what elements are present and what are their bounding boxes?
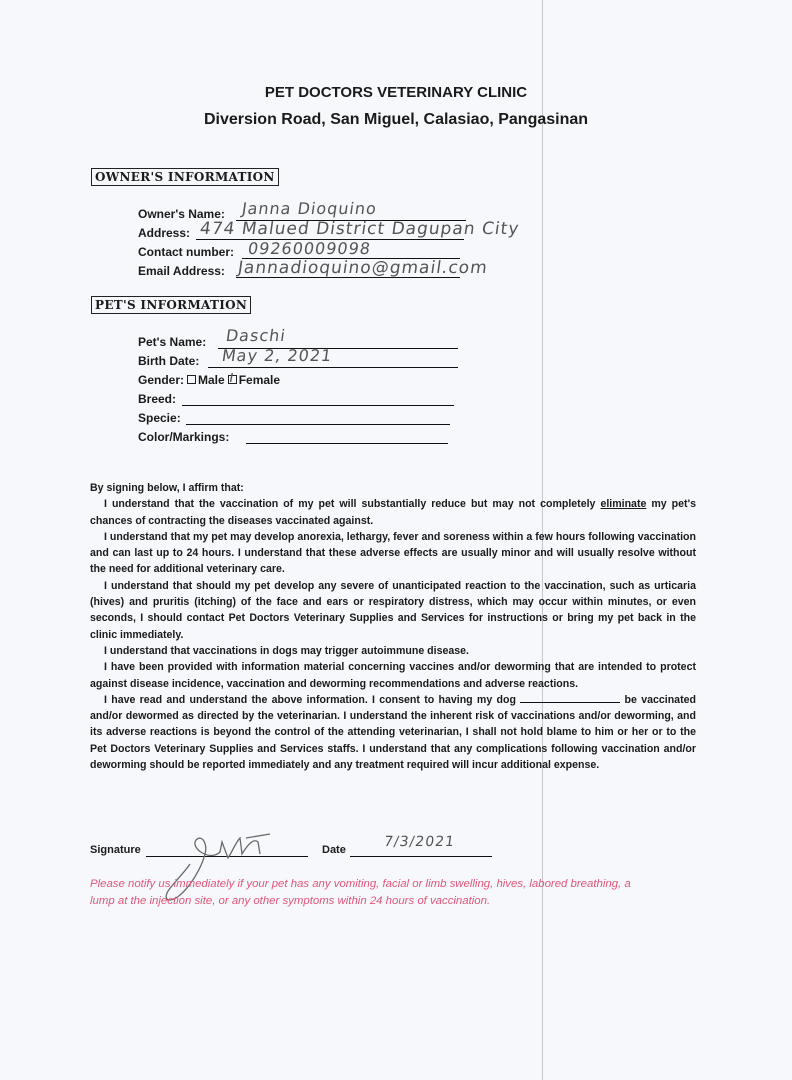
owner-name-label: Owner's Name:: [138, 207, 225, 221]
post-vaccination-notice: Please notify us immediately if your pet has any vomiting, facial or limb swelling, hives, labored breathing, a lump at the injection site, or any other symptoms within 24 hours of vaccination.: [90, 878, 631, 907]
contact-number-label: Contact number:: [138, 245, 234, 259]
date-value: 7/3/2021: [382, 834, 457, 850]
email-value: Jannadioquino@gmail.com: [236, 258, 490, 278]
consent-paragraph-2: I understand that my pet may develop anorexia, lethargy, fever and soreness within a few hours following vaccination and can last up to 24 hours. I understand that these adverse effects are usually minor and will usually resolve without the need for additional veterinary care.: [90, 530, 696, 576]
gender-row: [138, 373, 280, 387]
date-label: Date: [322, 844, 346, 856]
pet-name-label: Pet's Name:: [138, 335, 207, 349]
clinic-address: Diversion Road, San Miguel, Calasiao, Pangasinan: [203, 111, 589, 128]
birth-date-label: Birth Date:: [138, 354, 200, 368]
clinic-name: PET DOCTORS VETERINARY CLINIC: [264, 84, 528, 101]
consent-paragraph-6: I have read and understand the above information. I consent to having my dog be vaccinated and/or dewormed as directed by the veterinarian. I understand the inherent risk of vaccinations and/or deworming, and its adverse reactions is beyond the control of the attending veterinarian, I shall not hold blame to him or her or to the Pet Doctors Veterinary Supplies and Services staffs. I understand that any complications following vaccination and/or deworming should be reported immediately and any treatment required will incur additional expense.: [90, 693, 696, 772]
owner-address-value: 474 Malued District Dagupan City: [198, 219, 521, 239]
breed-line: [182, 405, 454, 406]
consent-paragraph-3: I understand that should my pet develop any severe of unanticipated reaction to the vaccination, such as urticaria (hives) and pruritis (itching) of the face and ears or respiratory distress, which may occur within minutes, or even seconds, I should contact Pet Doctors Veterinary Supplies and Services for instructions or bring my pet back in the clinic immediately.: [90, 579, 696, 641]
breed-label: Breed:: [138, 392, 177, 406]
consent-intro: By signing below, I affirm that:: [90, 482, 244, 494]
male-option-label: Male: [198, 373, 225, 387]
color-markings-line: [246, 443, 448, 444]
consent-paragraph-1: I understand that the vaccination of my pet will substantially reduce but may not completely eliminate my pet's chances of contracting the diseases vaccinated against.: [90, 498, 696, 527]
eliminate-underlined: eliminate: [600, 498, 647, 511]
contact-number-value: 09260009098: [246, 239, 373, 258]
owner-section-title: OWNER'S INFORMATION: [91, 168, 279, 186]
pet-section-title: PET'S INFORMATION: [91, 296, 251, 314]
color-markings-label: Color/Markings:: [138, 430, 230, 444]
gender-label: Gender:: [138, 373, 185, 387]
dog-name-blank[interactable]: [520, 693, 620, 703]
birth-date-value: May 2, 2021: [220, 346, 334, 365]
birth-date-line: [208, 367, 458, 368]
owner-name-value: Janna Dioquino: [240, 199, 379, 218]
email-label: Email Address:: [138, 264, 225, 278]
female-checkbox[interactable]: /: [228, 375, 237, 384]
female-option-label: Female: [238, 373, 281, 387]
consent-text: [90, 480, 696, 773]
date-line: [350, 856, 492, 857]
consent-paragraph-5: I have been provided with information material concerning vaccines and/or deworming that are intended to protect against disease incidence, vaccination and deworming recommendations and adverse reactions.: [90, 661, 696, 690]
specie-line: [186, 424, 450, 425]
pet-name-value: Daschi: [224, 326, 288, 345]
consent-paragraph-4: I understand that vaccinations in dogs may trigger autoimmune disease.: [104, 644, 469, 657]
specie-label: Specie:: [138, 411, 181, 425]
male-checkbox[interactable]: [187, 375, 196, 384]
signature-label: Signature: [90, 844, 141, 856]
owner-address-label: Address:: [138, 226, 191, 240]
